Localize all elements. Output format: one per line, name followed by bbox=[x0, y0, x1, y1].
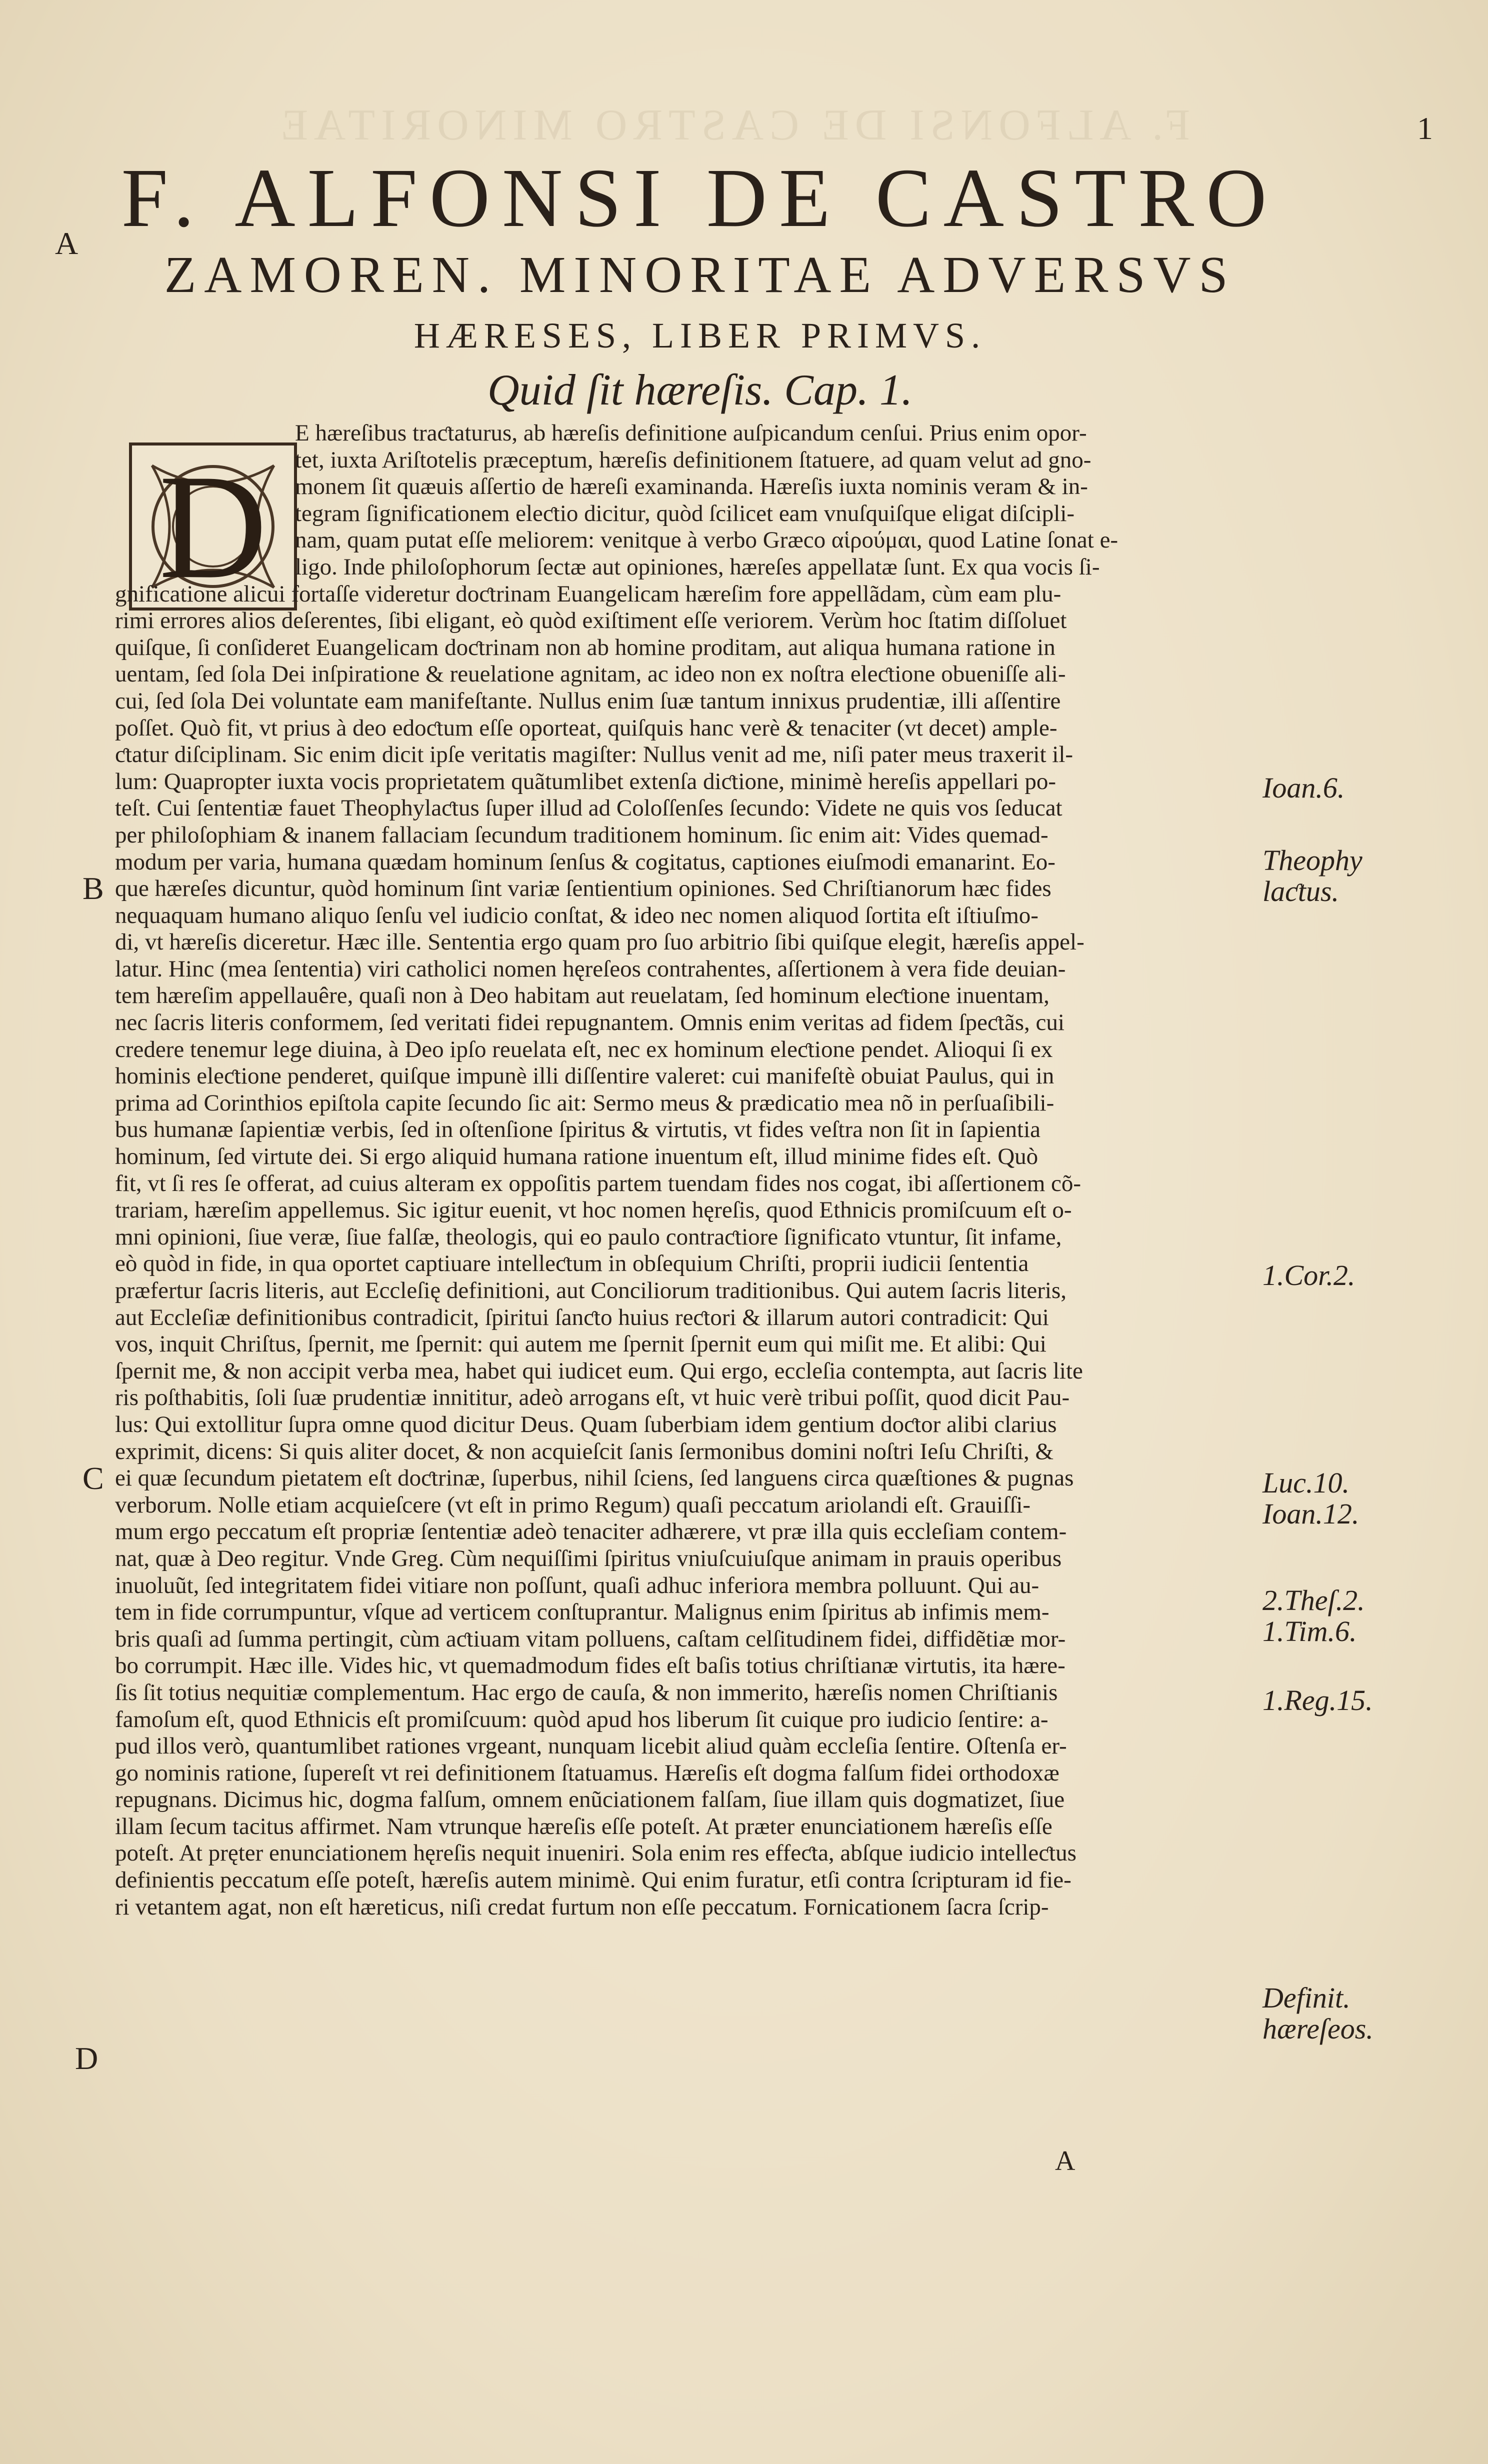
text-line: mni opinioni, ſiue veræ, ſiue falſæ, theologis, qui eo paulo contraƈtiore ſignificato vtuntur, ſit infame, bbox=[115, 1224, 1062, 1250]
text-line: poteſt. At pręter enunciationem hęreſis nequit inueniri. Sola enim res effeƈta, abſque iudicio intelleƈtus bbox=[115, 1840, 1076, 1866]
text-line: di, vt hæreſis diceretur. Hæc ille. Sententia ergo quam pro ſuo arbitrio ſibi quiſque elegit, hæreſis appel- bbox=[115, 929, 1084, 956]
text-line: quiſque, ſi conſideret Euangelicam doƈtrinam non ab homine proditam, aut aliqua humana ratione in bbox=[115, 634, 1056, 660]
initial-letter: D bbox=[158, 444, 268, 610]
text-line: aut Eccleſiæ definitionibus contradicit, ſpiritui ſanƈto huius reƈtori & illarum autori contradicit: Qui bbox=[115, 1304, 1049, 1330]
text-line: nec ſacris literis conformem, ſed veritati fidei repugnantem. Omnis enim veritas ad fidem ſpeƈtãs, cui bbox=[115, 1010, 1064, 1036]
text-line: pud illos verò, quantumlibet rationes vrgeant, nunquam licebit aliud quàm eccleſia ſentire. Oſtenſa er- bbox=[115, 1733, 1067, 1760]
marginal-note: 1.Cor.2. bbox=[1262, 1259, 1356, 1292]
text-line: repugnans. Dicimus hic, dogma falſum, omnem enũciationem falſam, ſiue illam quis dogmatizet, ſiue bbox=[115, 1786, 1065, 1813]
section-marker-c: C bbox=[82, 1460, 104, 1496]
text-line: verborum. Nolle etiam acquieſcere (vt eſt in primo Regum) quaſi peccatum ariolandi eſt. Grauiſſi- bbox=[115, 1492, 1031, 1518]
body-text bbox=[115, 420, 1265, 1974]
text-line bbox=[115, 1948, 1265, 1974]
text-line: ei quæ ſecundum pietatem eſt doƈtrinæ, ſuperbus, nihil ſciens, ſed languens circa quæſtiones & pugnas bbox=[115, 1465, 1074, 1492]
marginal-note: Ioan.6. bbox=[1262, 772, 1345, 804]
text-line: tet, iuxta Ariſtotelis præceptum, hæreſis definitionem ſtatuere, ad quam velut ad gno- bbox=[295, 446, 1092, 473]
text-line: E hæreſibus traƈtaturus, ab hæreſis definitione auſpicandum cenſui. Prius enim opor- bbox=[295, 420, 1087, 446]
text-line: tem in fide corrumpuntur, vſque ad verticem conſtuprantur. Malignus enim ſpiritus ab infimis mem- bbox=[115, 1599, 1050, 1626]
text-line: ſis ſit totius nequitiæ complementum. Hac ergo de cauſa, & non immerito, hæreſis nomen Chriſtianis bbox=[115, 1679, 1058, 1706]
text-line: gnificatione alicui fortaſſe videretur doƈtrinam Euangelicam hæreſim fore appellãdam, cùm eam plu- bbox=[115, 580, 1062, 607]
text-line: tem hæreſim appellauêre, quaſi non à Deo habitam aut reuelatam, ſed hominum eleƈtione inuentam, bbox=[115, 982, 1050, 1009]
text-line: ſpernit me, & non accipit verba mea, habet qui iudicet eum. Qui ergo, eccleſia contempta, aut ſacris lite bbox=[115, 1358, 1083, 1384]
text-line: ƈtatur diſciplinam. Sic enim dicit ipſe veritatis magiſter: Nullus venit ad me, niſi pater meus traxerit il- bbox=[115, 742, 1074, 768]
text-line: præfertur ſacris literis, aut Eccleſię definitioni, aut Conciliorum traditionibus. Qui autem ſacris literis, bbox=[115, 1278, 1066, 1304]
text-line bbox=[115, 1920, 1265, 1948]
chapter-heading: Quid ſit hæreſis. Cap. 1. bbox=[488, 366, 912, 414]
text-line: nat, quæ à Deo regitur. Vnde Greg. Cùm nequiſſimi ſpiritus vniuſcuiuſque animam in prauis operibus bbox=[115, 1545, 1062, 1572]
text-line: que hæreſes dicuntur, quòd hominum ſint variæ ſentientium opiniones. Sed Chriſtianorum hæc fides bbox=[115, 876, 1052, 902]
text-line: exprimit, dicens: Si quis aliter docet, & non acquieſcit ſanis ſermonibus domini noſtri Ieſu Chriſti, & bbox=[115, 1438, 1054, 1464]
text-line: nequaquam humano aliquo ſenſu vel iudicio conſtat, & ideo nec nomen aliquod ſortita eſt iſtiuſmo- bbox=[115, 902, 1038, 928]
text-line: lus: Qui extollitur ſupra omne quod dicitur Deus. Quam ſuberbiam idem gentium doƈtor alibi clarius bbox=[115, 1411, 1057, 1438]
text-line: definientis peccatum eſſe poteſt, hæreſis autem minimè. Qui enim furatur, etſi contra ſcripturam id fie- bbox=[115, 1867, 1072, 1894]
text-line: bris quaſi ad ſumma pertingit, cùm aƈtiuam vitam polluens, caſtam celſitudinem fidei, diffidẽtiæ mor- bbox=[115, 1626, 1066, 1652]
text-line: trariam, hæreſim appellemus. Sic igitur euenit, vt hoc nomen hęreſis, quod Ethnicis promiſcuum eſt o- bbox=[115, 1197, 1072, 1224]
text-line: mum ergo peccatum eſt propriæ ſententiæ adeò tenaciter adhærere, vt præ illa quis eccleſiam contem- bbox=[115, 1518, 1067, 1545]
marginal-note: 2.Theſ.2. 1.Tim.6. bbox=[1262, 1584, 1365, 1648]
section-marker-d: D bbox=[75, 2040, 98, 2076]
section-marker-a: A bbox=[55, 226, 78, 261]
text-line: lum: Quapropter iuxta vocis proprietatem quãtumlibet extenſa diƈtione, minimè hereſis appellari po- bbox=[115, 768, 1056, 794]
text-line: ris poſthabitis, ſoli ſuæ prudentiæ innititur, adeò arrogans eſt, vt huic verè tribui poſſit, quod dicit Pau- bbox=[115, 1384, 1070, 1411]
bleed-through-text: F. ALFONSI DE CASTRO MINORITAE bbox=[275, 101, 1190, 150]
marginal-note: Theophy laƈtus. bbox=[1262, 844, 1362, 908]
text-line: uentam, ſed ſola Dei inſpiratione & reuelatione agnitam, ac ideo non ex noſtra eleƈtione obueniſſe ali- bbox=[115, 661, 1066, 688]
text-line: cui, ſed ſola Dei voluntate eam manifeſtante. Nullus enim ſuæ tantum innixus prudentiæ, illi aſſentire bbox=[115, 688, 1061, 714]
text-line: nam, quam putat eſſe meliorem: venitque à verbo Græco αἱρούμαι, quod Latine ſonat e- bbox=[295, 527, 1118, 554]
text-line: famoſum eſt, quod Ethnicis eſt promiſcuum: quòd apud hos liberum ſit cuique pro iudicio ſentire: a- bbox=[115, 1706, 1048, 1732]
subtitle-book: HÆRESES, LIBER PRIMVS. bbox=[414, 316, 986, 356]
section-marker-b: B bbox=[82, 870, 104, 906]
marginal-note: Luc.10. Ioan.12. bbox=[1262, 1466, 1360, 1530]
text-line: go nominis ratione, ſupereſt vt rei definitionem ſtatuamus. Hæreſis eſt dogma falſum fidei orthodoxæ bbox=[115, 1760, 1060, 1786]
text-line: illam ſecum tacitus affirmet. Nam vtrunque hæreſis eſſe poteſt. At præter enunciationem hæreſis eſſe bbox=[115, 1813, 1052, 1840]
text-line: prima ad Corinthios epiſtola capite ſecundo ſic ait: Sermo meus & prædicatio mea nõ in perſuaſibili- bbox=[115, 1090, 1054, 1116]
text-line: credere tenemur lege diuina, à Deo ipſo reuelata eſt, nec ex hominum eleƈtione pendet. Alioqui ſi ex bbox=[115, 1036, 1053, 1062]
text-line: hominis eleƈtione penderet, quiſque impunè illi diſſentire valeret: cui manifeſtè obuiat Paulus, qui in bbox=[115, 1063, 1054, 1090]
text-line: modum per varia, humana quædam hominum ſenſus & cogitatus, captiones eiuſmodi emanarint. Eo- bbox=[115, 848, 1056, 875]
text-line: inuoluũt, ſed integritatem fidei vitiare non poſſunt, quaſi adhuc inferiora membra polluunt. Qui au- bbox=[115, 1572, 1040, 1598]
subtitle: ZAMOREN. MINORITAE ADVERSVS bbox=[164, 246, 1236, 304]
page-number: 1 bbox=[1417, 110, 1433, 146]
text-line: per philoſophiam & inanem fallaciam ſecundum traditionem hominum. ſic enim ait: Vides quemad- bbox=[115, 822, 1048, 848]
catchword: A bbox=[1055, 2146, 1076, 2176]
text-line: ligo. Inde philoſophorum ſectæ aut opiniones, hæreſes appellatæ ſunt. Ex qua vocis ſi- bbox=[295, 554, 1100, 580]
text-line: tegram ſignificationem eleƈtio dicitur, quòd ſcilicet eam vnuſquiſque eligat diſcipli- bbox=[295, 500, 1075, 526]
running-title: F. ALFONSI DE CASTRO bbox=[121, 152, 1279, 244]
text-line: fit, vt ſi res ſe offerat, ad cuius alteram ex oppoſitis partem tuendam fides nos cogat, ibi aſſertionem cõ- bbox=[115, 1170, 1082, 1196]
text-line: ri vetantem agat, non eſt hæreticus, niſi credat furtum non eſſe peccatum. Fornicationem ſacra ſcrip- bbox=[115, 1894, 1049, 1920]
text-line: bus humanæ ſapientiæ verbis, ſed in oſtenſione ſpiritus & virtutis, vt fides veſtra non ſit in ſapientia bbox=[115, 1116, 1041, 1143]
text-line: monem ſit quæuis aſſertio de hæreſi examinanda. Hæreſis iuxta nominis veram & in- bbox=[295, 474, 1088, 500]
text-line: teſt. Cui ſententiæ fauet Theophylaƈtus ſuper illud ad Coloſſenſes ſecundo: Videte ne quis vos ſeducat bbox=[115, 795, 1062, 822]
text-line: bo corrumpit. Hæc ille. Vides hic, vt quemadmodum fides eſt baſis totius chriſtianæ virtutis, ita hære- bbox=[115, 1652, 1066, 1679]
text-line: eò quòd in fide, in qua oportet captiuare intelleƈtum in obſequium Chriſti, proprii iudicii ſententia bbox=[115, 1250, 1029, 1277]
marginal-note: Definit. hæreſeos. bbox=[1262, 1982, 1374, 2045]
text-line: rimi errores alios deſerentes, ſibi eligant, eò quòd exiſtiment eſſe veriorem. Verùm hoc ſtatim diſſoluet bbox=[115, 608, 1067, 634]
text-line: vos, inquit Chriſtus, ſpernit, me ſpernit: qui autem me ſpernit ſpernit eum qui miſit me. Et alibi: Qui bbox=[115, 1331, 1046, 1358]
text-line: latur. Hinc (mea ſententia) viri catholici nomen hęreſeos contrahentes, aſſertionem à vera fide deuian- bbox=[115, 956, 1066, 982]
text-line: poſſet. Quò fit, vt prius à deo edoƈtum eſſe oporteat, quiſquis hanc verè & tenaciter (vt decet) ample- bbox=[115, 714, 1058, 741]
text-line: hominum, ſed virtute dei. Si ergo aliquid humana ratione inuentum eſt, illud minime fides eſt. Quò bbox=[115, 1144, 1038, 1170]
marginal-note: 1.Reg.15. bbox=[1262, 1684, 1373, 1716]
